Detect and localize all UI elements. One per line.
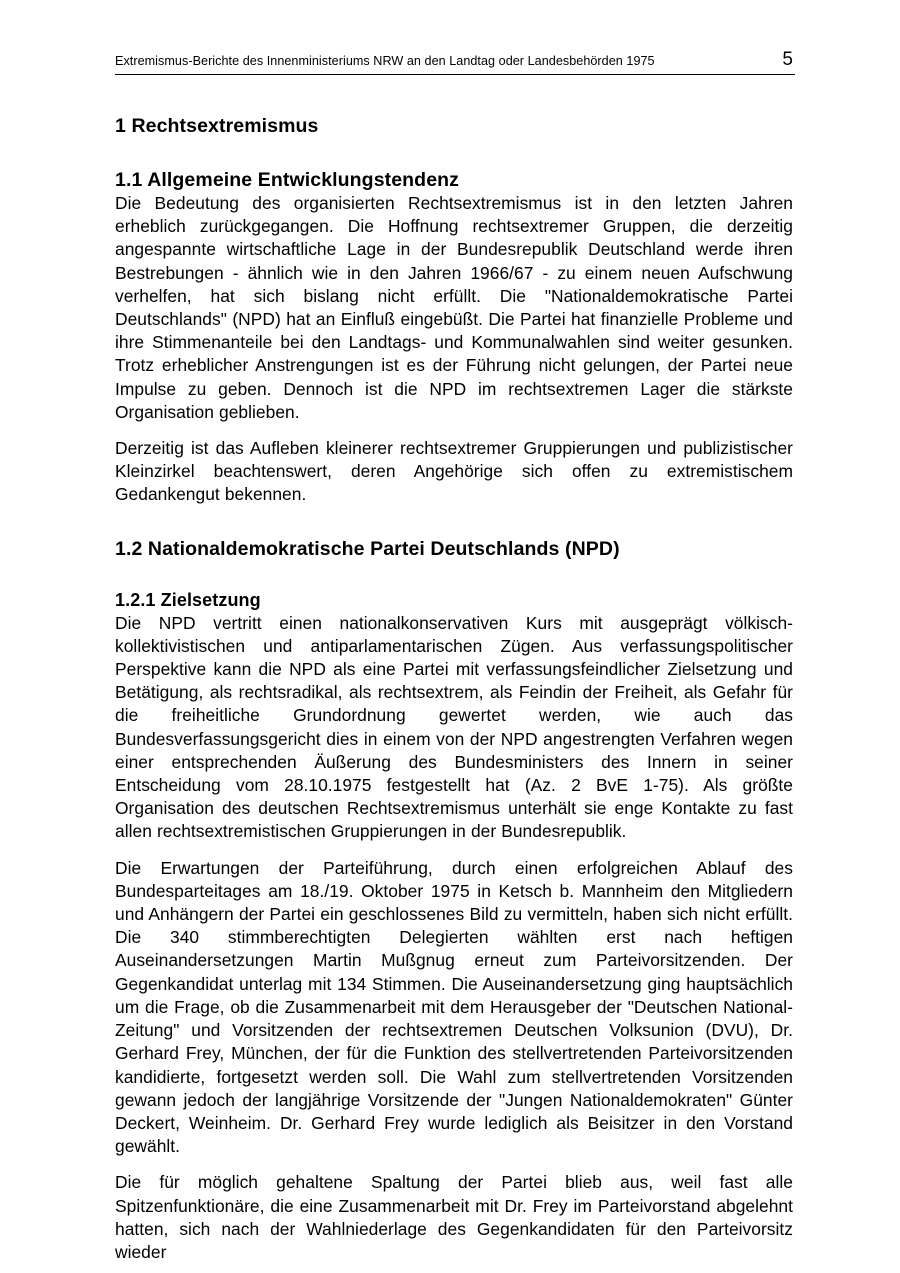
heading-1-rechtsextremismus: 1 Rechtsextremismus (115, 115, 319, 137)
heading-1-2-1-zielsetzung: 1.2.1 Zielsetzung (115, 589, 261, 610)
heading-1-2-npd: 1.2 Nationaldemokratische Partei Deutschlands (NPD) (115, 537, 620, 560)
running-header-title: Extremismus-Berichte des Innenministeriums NRW an den Landtag oder Landesbehörden 1975 (115, 54, 655, 68)
heading-1-1-allgemeine-entwicklungstendenz: 1.1 Allgemeine Entwicklungstendenz (115, 169, 460, 191)
paragraph-3: Die NPD vertritt einen nationalkonservativen Kurs mit ausgeprägt völkisch-kollektivistischen und antiparlamentarischen Zügen. Aus verfassungspolitischer Perspektive kann die NPD als eine Partei mit verfassungsfeindlicher Zielsetzung und Betätigung, als rechtsradikal, als rechtsextrem, als Feindin der Freiheit, als Gefahr für die freiheitliche Grundordnung gewertet werden, wie auch das Bundesverfassungsgericht dies in einem von der NPD angestrengten Verfahren wegen einer entsprechenden Äußerung des Bundesministers des Innern in seiner Entscheidung vom 28.10.1975 festgestellt hat (Az. 2 BvE 1-75). Als größte Organisation des deutschen Rechtsextremismus unterhält sie enge Kontakte zu fast allen rechtsextremistischen Gruppierungen in der Bundesrepublik. (115, 612, 793, 842)
paragraph-5: Die für möglich gehaltene Spaltung der Partei blieb aus, weil fast alle Spitzenfunktionäre, die eine Zusammenarbeit mit Dr. Frey im Parteivorstand abgelehnt hatten, sich nach der Wahlniederlage des Gegenkandidaten für den Parteivorsitz wieder (115, 1172, 793, 1262)
document-body (115, 105, 793, 1264)
running-header (115, 50, 795, 75)
paragraph-4: Die Erwartungen der Parteiführung, durch einen erfolgreichen Ablauf des Bundesparteitages am 18./19. Oktober 1975 in Ketsch b. Mannheim den Mitgliedern und Anhängern der Partei ein geschlossenes Bild zu vermitteln, haben sich nicht erfüllt. Die 340 stimmberechtigten Delegierten wählten erst nach heftigen Auseinandersetzungen Martin Mußgnug erneut zum Parteivorsitzenden. Der Gegenkandidat unterlag mit 134 Stimmen. Die Auseinandersetzung ging hauptsächlich um die Frage, ob die Zusammenarbeit mit dem Herausgeber der "Deutschen National-Zeitung" und Vorsitzenden der rechtsextremen Deutschen Volksunion (DVU), Dr. Gerhard Frey, München, der für die Funktion des stellvertretenden Parteivorsitzenden kandidierte, fortgesetzt werden soll. Die Wahl zum stellvertretenden Vorsitzenden gewann jedoch der langjährige Vorsitzende der "Jungen Nationaldemokraten" Günter Deckert, Weinheim. Dr. Gerhard Frey wurde lediglich als Beisitzer in den Vorstand gewählt. (115, 857, 793, 1157)
paragraph-2: Derzeitig ist das Aufleben kleinerer rechtsextremer Gruppierungen und publizistischer Kleinzirkel beachtenswert, deren Angehörige sich offen zu extremistischem Gedankengut bekennen. (115, 438, 793, 505)
page-number: 5 (782, 49, 793, 70)
paragraph-1: Die Bedeutung des organisierten Rechtsextremismus ist in den letzten Jahren erheblich zurückgegangen. Die Hoffnung rechtsextremer Gruppen, die derzeitig angespannte wirtschaftliche Lage in der Bundesrepublik Deutschland werde ihren Bestrebungen - ähnlich wie in den Jahren 1966/67 - zu einem neuen Aufschwung verhelfen, hat sich bislang nicht erfüllt. Die "Nationaldemokratische Partei Deutschlands" (NPD) hat an Einfluß eingebüßt. Die Partei hat finanzielle Probleme und ihre Stimmenanteile bei den Landtags- und Kommunalwahlen sind weiter gesunken. Trotz erheblicher Anstrengungen ist es der Führung nicht gelungen, der Partei neue Impulse zu geben. Dennoch ist die NPD im rechtsextremen Lager die stärkste Organisation geblieben. (115, 193, 793, 422)
